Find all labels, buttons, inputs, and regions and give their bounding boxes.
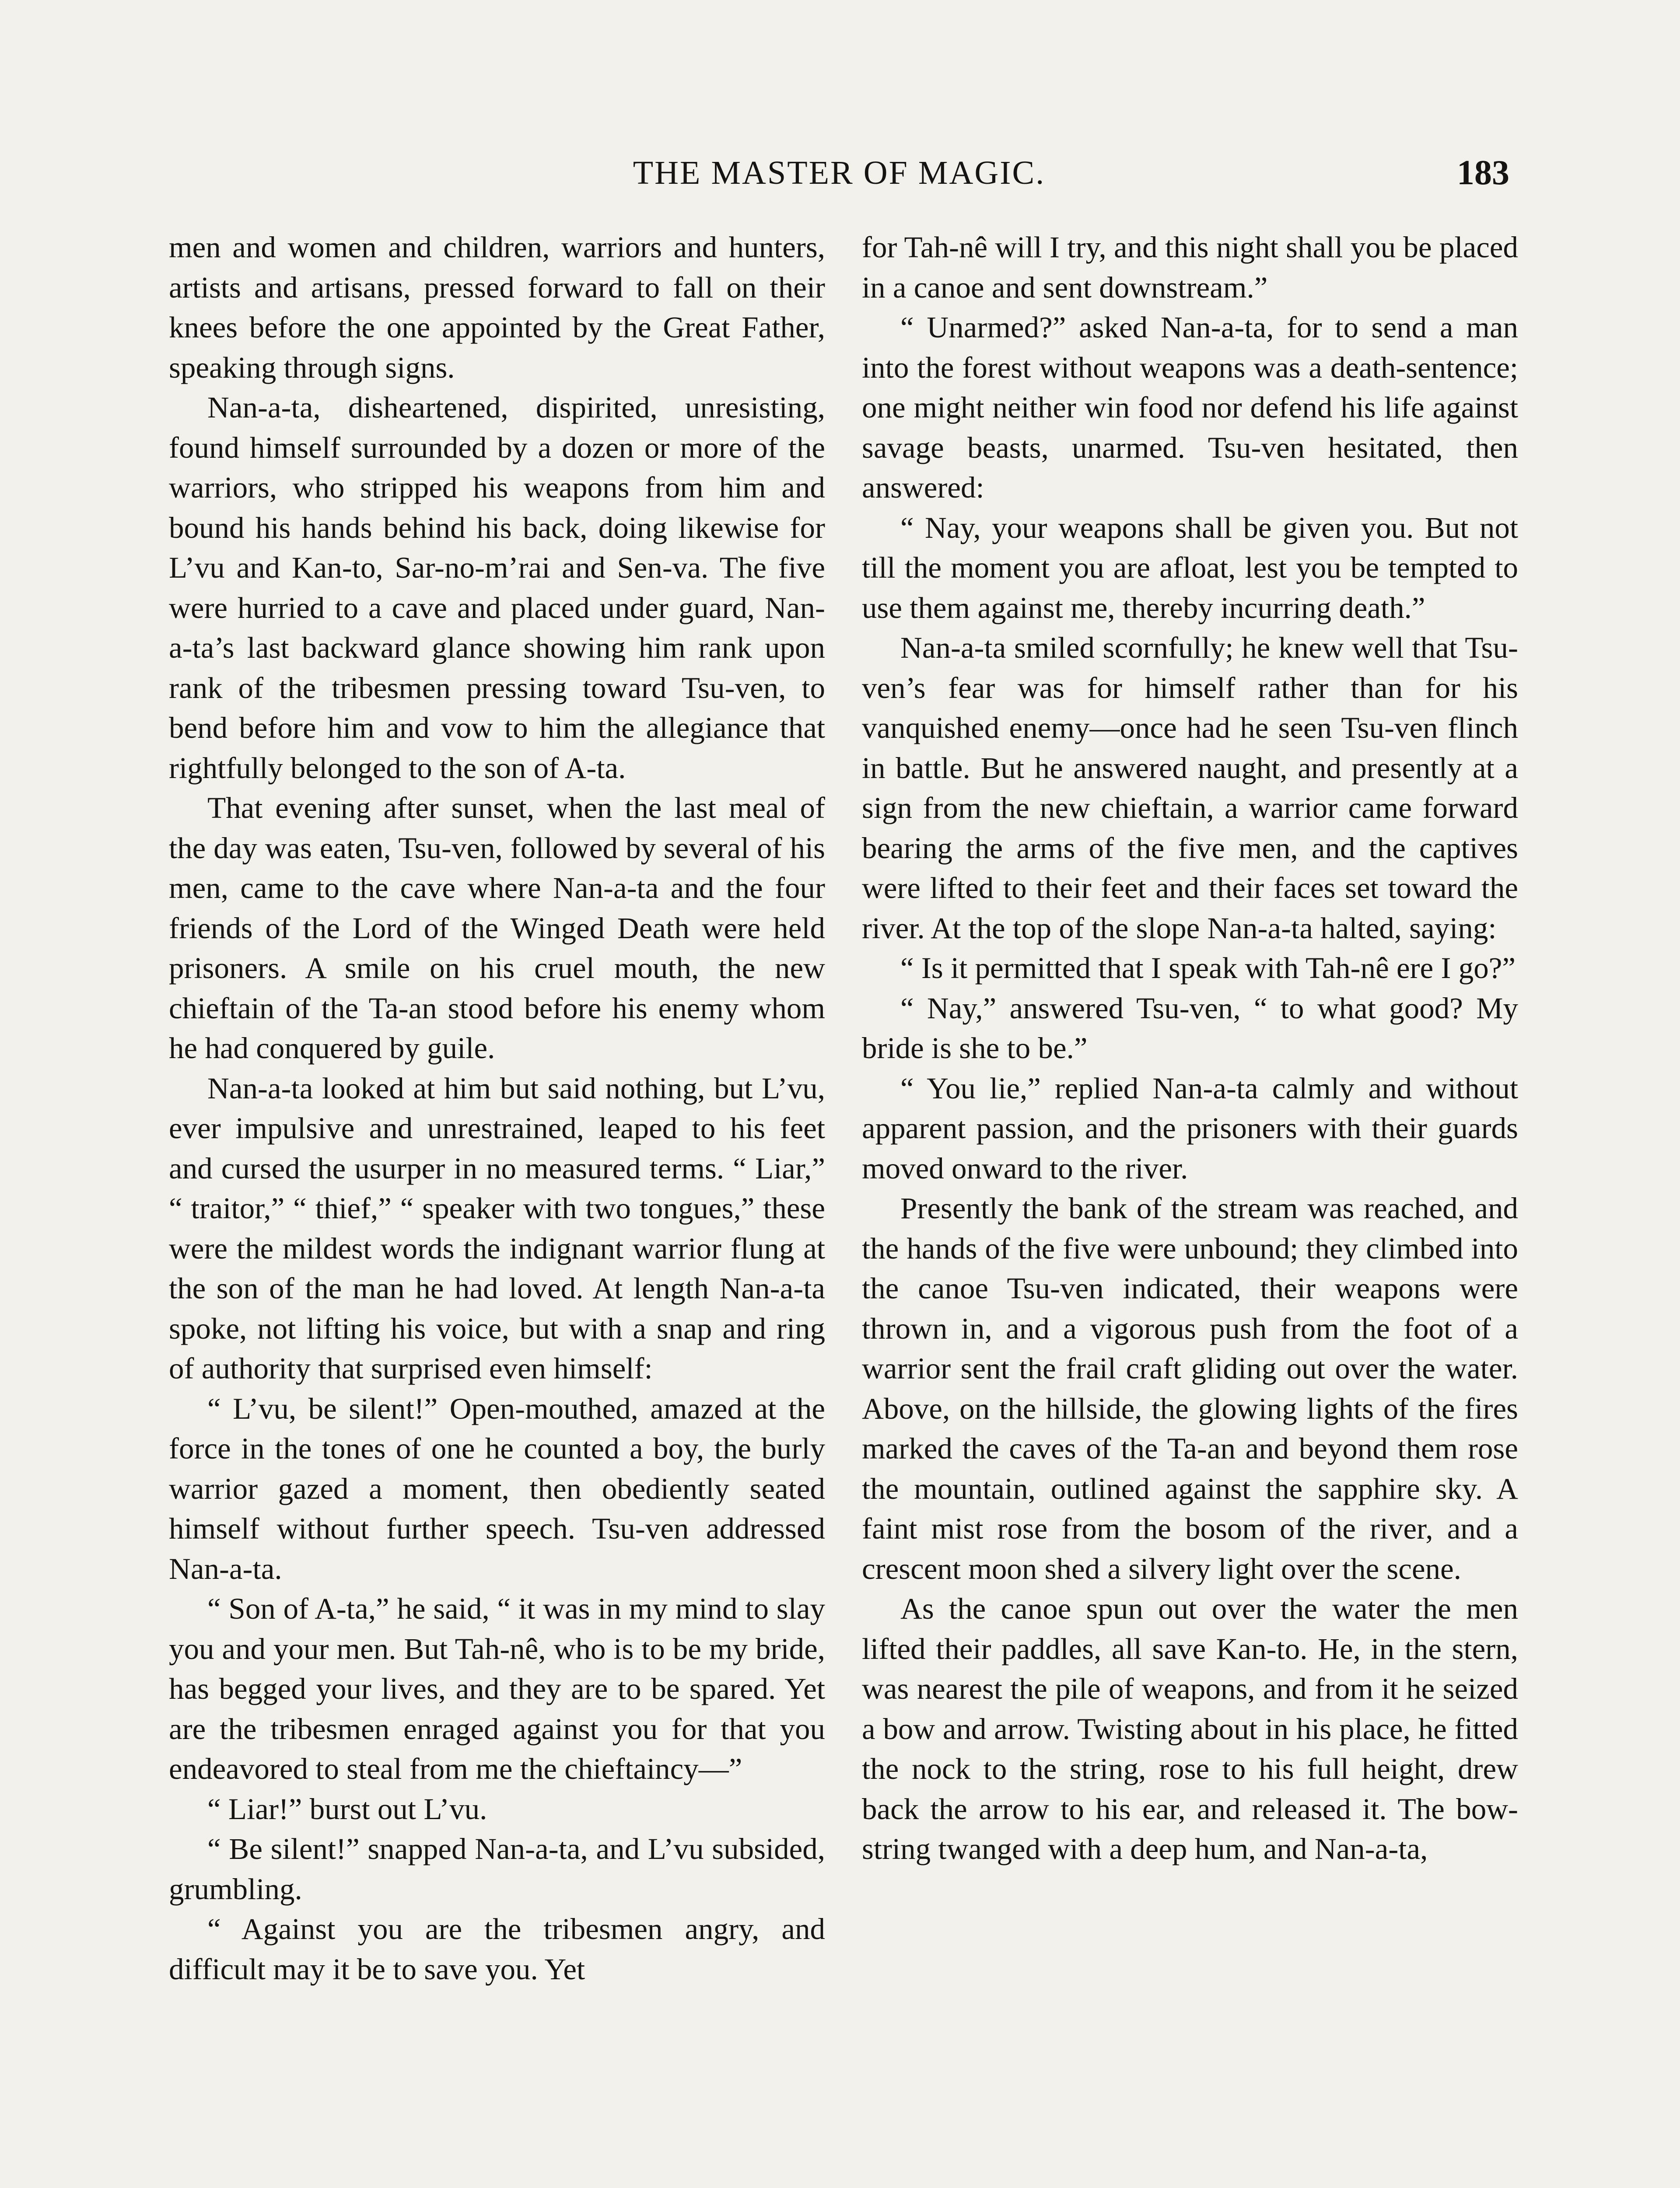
running-head	[169, 149, 1509, 197]
paragraph: for Tah-nê will I try, and this night shall you be placed in a canoe and sent downstream.”	[862, 231, 1518, 304]
paragraph: “ You lie,” replied Nan-a-ta calmly and without apparent passion, and the prisoners with their guards moved onward to the river.	[862, 1071, 1518, 1185]
paragraph: “ Is it permitted that I speak with Tah-nê ere I go?”	[900, 951, 1516, 985]
paragraph: As the canoe spun out over the water the men lifted their paddles, all save Kan-to. He, in the stern, was nearest the pile of weapons, and from it he seized a bow and arrow. Twisting about in his place, he fitted the nock to the string, rose to his full height, drew back the arrow to his ear, and released it. The bow-string twanged with a deep hum, and Nan-a-ta,	[862, 1592, 1518, 1865]
page-number: 183	[1457, 154, 1509, 192]
paragraph: Nan-a-ta smiled scornfully; he knew well that Tsu-ven’s fear was for himself rather than for his vanquished enemy—once had he seen Tsu-ven flinch in battle. But he answered naught, and presently at a sign from the new chieftain, a warrior came forward bearing the arms of the five men, and the captives were lifted to their feet and their faces set toward the river. At the top of the slope Nan-a-ta halted, saying:	[862, 631, 1518, 945]
right-column	[862, 228, 1518, 1869]
paragraph: “ Unarmed?” asked Nan-a-ta, for to send a man into the forest without weapons was a death-sentence; one might neither win food nor defend his life against savage beasts, unarmed. Tsu-ven hesitated, then answered:	[862, 311, 1518, 504]
paragraph: Nan-a-ta looked at him but said nothing, but L’vu, ever impulsive and unrestrained, leaped to his feet and cursed the usurper in no measured terms. “ Liar,” “ traitor,” “ thief,” “ speaker with two tongues,” these were the mildest words the indignant warrior flung at the son of the man he had loved. At length Nan-a-ta spoke, not lifting his voice, but with a snap and ring of authority that surprised even himself:	[169, 1071, 825, 1385]
paragraph: Nan-a-ta, disheartened, dispirited, unresisting, found himself surrounded by a dozen or more of the warriors, who stripped his weapons from him and bound his hands behind his back, doing likewise for L’vu and Kan-to, Sar-no-m’rai and Sen-va. The five were hurried to a cave and placed under guard, Nan-a-ta’s last backward glance showing him rank upon rank of the tribesmen pressing toward Tsu-ven, to bend before him and vow to him the allegiance that rightfully belonged to the son of A-ta.	[169, 391, 825, 785]
paragraph: “ Against you are the tribesmen angry, and difficult may it be to save you. Yet	[169, 1912, 825, 1986]
left-column	[169, 228, 825, 1989]
paragraph: “ Liar!” burst out L’vu.	[207, 1792, 487, 1826]
paragraph: “ Be silent!” snapped Nan-a-ta, and L’vu subsided, grumbling.	[169, 1832, 825, 1906]
paragraph: Presently the bank of the stream was reached, and the hands of the five were unbound; they climbed into the canoe Tsu-ven indicated, their weapons were thrown in, and a vigorous push from the foot of a warrior sent the frail craft gliding out over the water. Above, on the hillside, the glowing lights of the fires marked the caves of the Ta-an and beyond them rose the mountain, outlined against the sapphire sky. A faint mist rose from the bosom of the river, and a crescent moon shed a silvery light over the scene.	[862, 1192, 1518, 1585]
paragraph: “ L’vu, be silent!” Open-mouthed, amazed at the force in the tones of one he counted a boy, the burly warrior gazed a moment, then obediently seated himself without further speech. Tsu-ven addressed Nan-a-ta.	[169, 1392, 825, 1585]
paragraph: men and women and children, warriors and hunters, artists and artisans, pressed forward to fall on their knees before the one appointed by the Great Father, speaking through signs.	[169, 231, 825, 384]
paragraph: “ Son of A-ta,” he said, “ it was in my mind to slay you and your men. But Tah-nê, who is to be my bride, has begged your lives, and they are to be spared. Yet are the tribesmen enraged against you for that you endeavored to steal from me the chieftaincy—”	[169, 1592, 825, 1785]
paragraph: “ Nay,” answered Tsu-ven, “ to what good? My bride is she to be.”	[862, 991, 1518, 1065]
paragraph: “ Nay, your weapons shall be given you. But not till the moment you are afloat, lest you be tempted to use them against me, thereby incurring death.”	[862, 511, 1518, 624]
running-title: THE MASTER OF MAGIC.	[633, 154, 1046, 191]
paragraph: That evening after sunset, when the last meal of the day was eaten, Tsu-ven, followed by several of his men, came to the cave where Nan-a-ta and the four friends of the Lord of the Winged Death were held prisoners. A smile on his cruel mouth, the new chieftain of the Ta-an stood before his enemy whom he had conquered by guile.	[169, 791, 825, 1065]
